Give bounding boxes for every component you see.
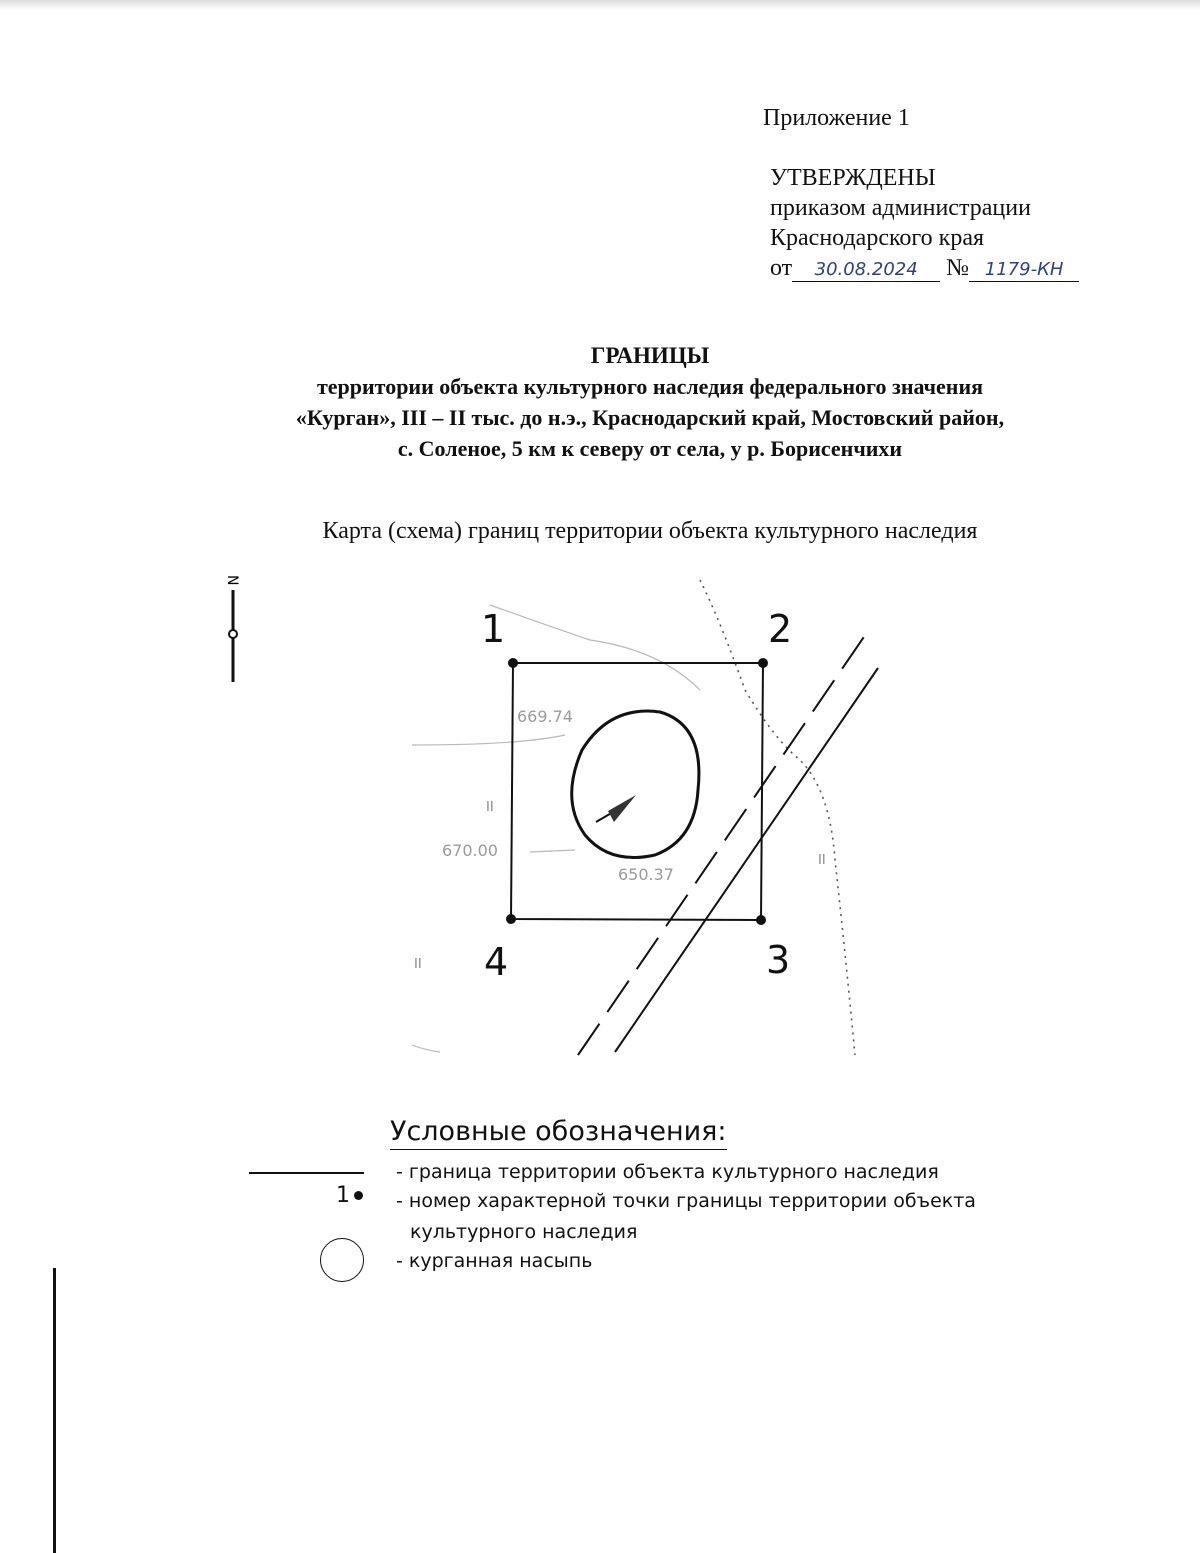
legend-point-text-1: - номер характерной точки границы территории объекта bbox=[396, 1190, 976, 1212]
terrain-mark: II bbox=[414, 957, 422, 972]
legend-boundary-text: - граница территории объекта культурного наследия bbox=[396, 1161, 939, 1183]
point-label-1: 1 bbox=[481, 607, 506, 651]
title-line-1: территории объекта культурного наследия федерального значения bbox=[316, 374, 984, 399]
terrain-mark: II bbox=[486, 800, 494, 815]
legend-title: Условные обозначения: bbox=[390, 1115, 727, 1150]
dotted-road bbox=[700, 580, 855, 1055]
legend-point-text-2: культурного наследия bbox=[410, 1221, 638, 1243]
boundary-point-3 bbox=[756, 915, 766, 925]
legend-point-dot-symbol bbox=[354, 1191, 363, 1200]
mound-arrow-head bbox=[608, 795, 636, 822]
terrain-mark: II bbox=[818, 853, 826, 868]
legend-mound-text: - курганная насыпь bbox=[396, 1250, 593, 1272]
authority-label: Краснодарского края bbox=[770, 225, 985, 251]
boundary-point-4 bbox=[506, 914, 516, 924]
mound-outline bbox=[572, 711, 699, 857]
order-number: 1179-КН bbox=[969, 259, 1079, 282]
north-label: N bbox=[224, 575, 240, 586]
title-heading: ГРАНИЦЫ bbox=[590, 343, 710, 368]
order-date: 30.08.2024 bbox=[792, 259, 940, 282]
contour-line bbox=[412, 735, 565, 745]
dashed-line bbox=[578, 628, 870, 1055]
elevation-label: 669.74 bbox=[517, 707, 573, 726]
by-order-label: приказом администрации bbox=[770, 195, 1031, 221]
boundary-point-1 bbox=[508, 658, 518, 668]
contour-line bbox=[412, 1045, 440, 1052]
number-prefix: № bbox=[946, 255, 970, 281]
elevation-label: 670.00 bbox=[442, 841, 498, 860]
point-label-2: 2 bbox=[768, 607, 793, 651]
point-label-3: 3 bbox=[766, 938, 791, 982]
point-label-4: 4 bbox=[484, 940, 509, 984]
contour-line bbox=[530, 850, 575, 852]
north-arrow bbox=[224, 575, 240, 682]
legend-boundary-symbol bbox=[249, 1172, 364, 1174]
elevation-label: 650.37 bbox=[618, 865, 674, 884]
map-caption: Карта (схема) границ территории объекта культурного наследия bbox=[322, 518, 978, 544]
appendix-label: Приложение 1 bbox=[763, 105, 910, 131]
legend-mound-symbol bbox=[320, 1238, 364, 1282]
approved-label: УТВЕРЖДЕНЫ bbox=[770, 165, 936, 191]
solid-line bbox=[615, 668, 878, 1052]
contour-line bbox=[490, 605, 700, 690]
scan-left-margin-line bbox=[53, 1268, 56, 1553]
legend-point-number: 1 bbox=[336, 1183, 350, 1208]
from-prefix: от bbox=[770, 255, 793, 281]
title-line-3: с. Соленое, 5 км к северу от села, у р. Борисенчихи bbox=[397, 436, 903, 461]
title-line-2: «Курган», III – II тыс. до н.э., Краснодарский край, Мостовский район, bbox=[295, 405, 1005, 430]
boundary-point-2 bbox=[758, 658, 768, 668]
contour-lines bbox=[412, 605, 700, 1052]
